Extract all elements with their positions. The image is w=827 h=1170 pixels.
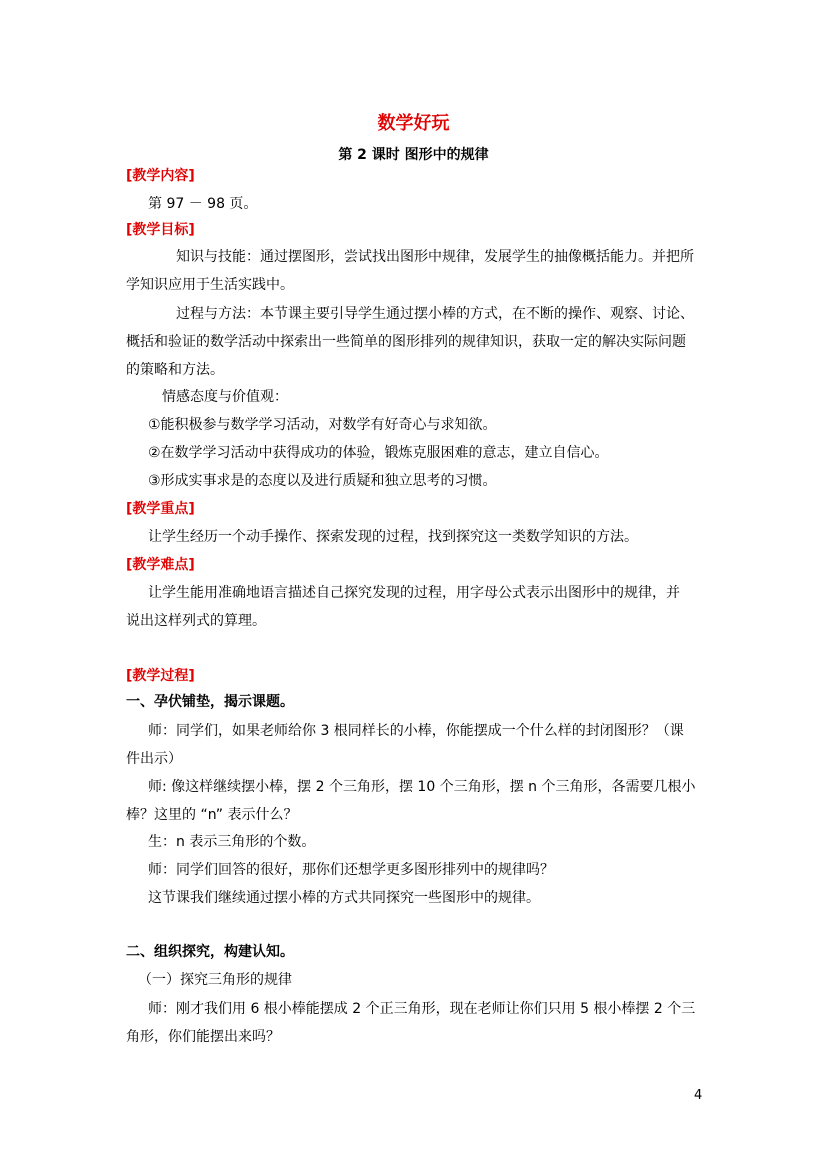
paragraph6-line2: 角形，你们能摆出来吗？ <box>126 1029 280 1045</box>
goal1-line1: 知识与技能：通过摆图形，尝试找出图形中规律，发展学生的抽像概括能力。并把所 <box>176 249 694 265</box>
paragraph4: 师：同学们回答的很好，那你们还想学更多图形排列中的规律吗？ <box>148 862 554 878</box>
paragraph2-line1: 师: 像这样继续摆小棒，摆 2 个三角形，摆 10 个三角形，摆 n 个三角形，各需要几根小 <box>148 779 696 795</box>
paragraph6-line1: 师：刚才我们用 6 根小棒能摆成 2 个正三角形，现在老师让你们只用 5 根小棒摆 2 个三 <box>148 1001 696 1017</box>
difficulty-line1: 让学生能用准确地语言描述自己探究发现的过程，用字母公式表示出图形中的规律，并 <box>148 585 680 601</box>
paragraph5: 这节课我们继续通过摆小棒的方式共同探究一些图形中的规律。 <box>148 890 540 906</box>
document-title: 数学好玩 <box>377 113 450 134</box>
difficulty-heading: [教学难点] <box>126 557 195 573</box>
subsection1-heading: （一）探究三角形的规律 <box>138 972 292 988</box>
lesson-subtitle: 第 2 课时 图形中的规律 <box>338 147 489 163</box>
goal1-line2: 学知识应用于生活实践中。 <box>126 277 294 293</box>
goal3-heading: 情感态度与价值观： <box>162 389 288 405</box>
goal3-item1: ①能积极参与数学学习活动，对数学有好奇心与求知欲。 <box>148 417 497 433</box>
part2-heading: 二、组织探究，构建认知。 <box>126 944 294 960</box>
goals-heading: [教学目标] <box>126 222 195 238</box>
goal3-item3: ③形成实事求是的态度以及进行质疑和独立思考的习惯。 <box>148 473 497 489</box>
goal2-line2: 概括和验证的数学活动中探索出一些简单的图形排列的规律知识，获取一定的解决实际问题 <box>126 334 686 350</box>
key-heading: [教学重点] <box>126 501 195 517</box>
goal2-line1: 过程与方法：本节课主要引导学生通过摆小棒的方式，在不断的操作、观察、讨论、 <box>176 306 694 322</box>
goal3-item2: ②在数学学习活动中获得成功的体验，锻炼克服困难的意志，建立自信心。 <box>148 445 609 461</box>
goal2-line3: 的策略和方法。 <box>126 362 224 378</box>
part1-heading: 一、孕伏铺垫，揭示课题。 <box>126 694 294 710</box>
paragraph2-line2: 棒？这里的 “n” 表示什么？ <box>126 807 298 823</box>
content-heading: [教学内容] <box>126 168 195 184</box>
key-text: 让学生经历一个动手操作、探索发现的过程，找到探究这一类数学知识的方法。 <box>148 529 638 545</box>
paragraph1-line1: 师：同学们，如果老师给你 3 根同样长的小棒，你能摆成一个什么样的封闭图形？（课 <box>148 723 684 739</box>
content-text: 第 97 － 98 页。 <box>148 196 258 212</box>
difficulty-line2: 说出这样列式的算理。 <box>126 613 266 629</box>
paragraph1-line2: 件出示） <box>126 751 182 767</box>
paragraph3: 生：n 表示三角形的个数。 <box>148 834 316 850</box>
process-heading: [教学过程] <box>126 668 195 684</box>
page-number: 4 <box>694 1088 703 1103</box>
